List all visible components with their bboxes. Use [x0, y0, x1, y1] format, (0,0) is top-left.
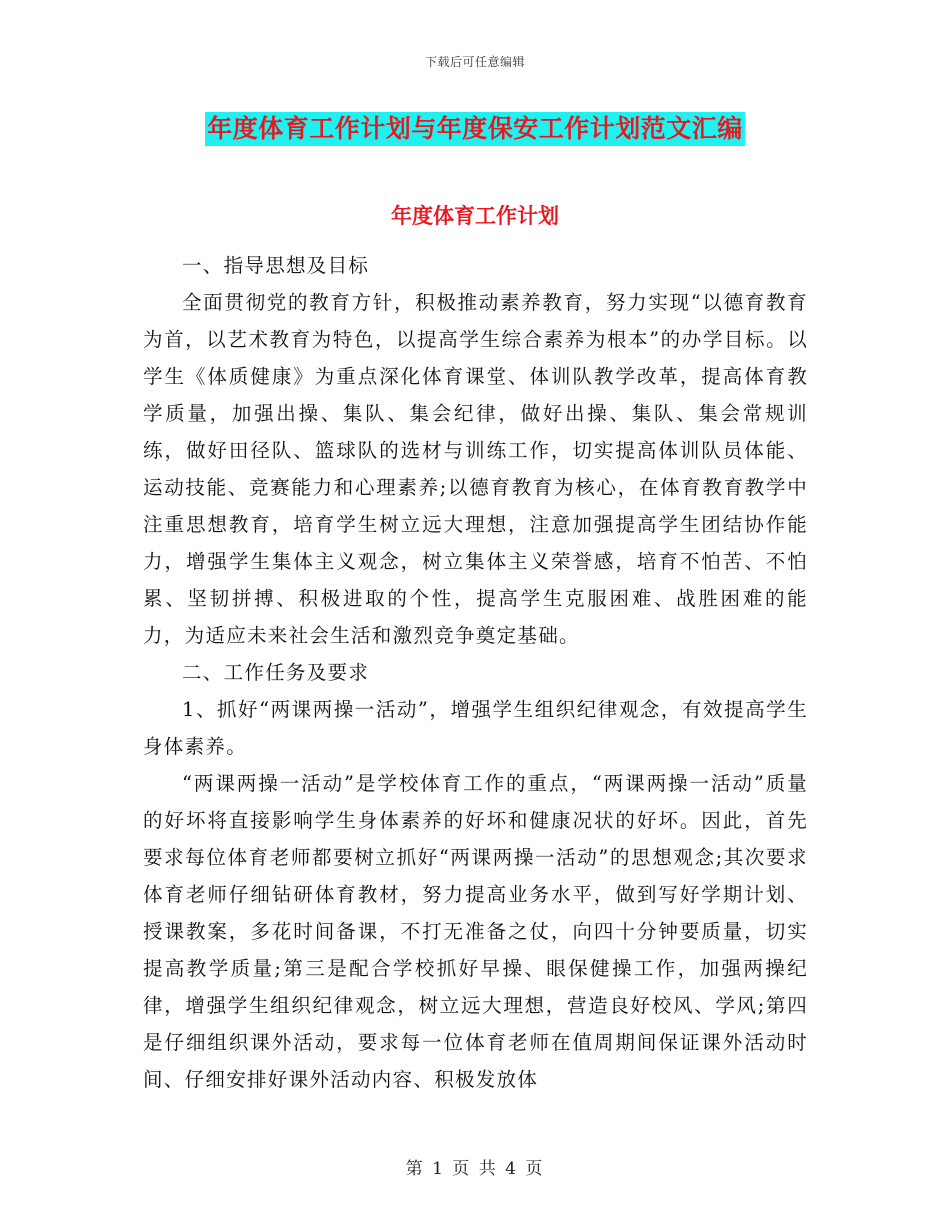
document-main-title: 年度体育工作计划与年度保安工作计划范文汇编 [205, 112, 745, 146]
main-title-container [0, 112, 950, 146]
body-paragraph: “两课两操一活动”是学校体育工作的重点，“两课两操一活动”质量的好坏将直接影响学生身体素养的好坏和健康况状的好坏。因此，首先要求每位体育老师都要树立抓好“两课两操一活动”的思想观念;其次要求体育老师仔细钻研体育教材，努力提高业务水平，做到写好学期计划、授课教案，多花时间备课，不打无准备之仗，向四十分钟要质量，切实提高教学质量;第三是配合学校抓好早操、眼保健操工作，加强两操纪律，增强学生组织纪律观念，树立远大理想，营造良好校风、学风;第四是仔细组织课外活动，要求每一位体育老师在值周期间保证课外活动时间、仔细安排好课外活动内容、积极发放体 [143, 772, 808, 1091]
document-body [143, 247, 808, 1098]
page-header-note: 下载后可任意编辑 [424, 55, 525, 69]
page-number: 第 1 页 共 4 页 [405, 1159, 545, 1179]
body-paragraph: 1、抓好“两课两操一活动”，增强学生组织纪律观念，有效提高学生身体素养。 [143, 698, 808, 758]
heading-work-tasks: 二、工作任务及要求 [182, 661, 370, 684]
section-title: 年度体育工作计划 [391, 204, 559, 228]
heading-guiding-ideology: 一、指导思想及目标 [182, 254, 370, 277]
body-paragraph: 全面贯彻党的教育方针，积极推动素养教育，努力实现“以德育教育为首，以艺术教育为特色，以提高学生综合素养为根本”的办学目标。以学生《体质健康》为重点深化体育课堂、体训队教学改革，提高体育教学质量，加强出操、集队、集会纪律，做好出操、集队、集会常规训练，做好田径队、篮球队的选材与训练工作，切实提高体训队员体能、运动技能、竞赛能力和心理素养;以德育教育为核心，在体育教育教学中注重思想教育，培育学生树立远大理想，注意加强提高学生团结协作能力，增强学生集体主义观念，树立集体主义荣誉感，培育不怕苦、不怕累、坚韧拼搏、积极进取的个性，提高学生克服困难、战胜困难的能力，为适应未来社会生活和激烈竞争奠定基础。 [143, 291, 808, 647]
